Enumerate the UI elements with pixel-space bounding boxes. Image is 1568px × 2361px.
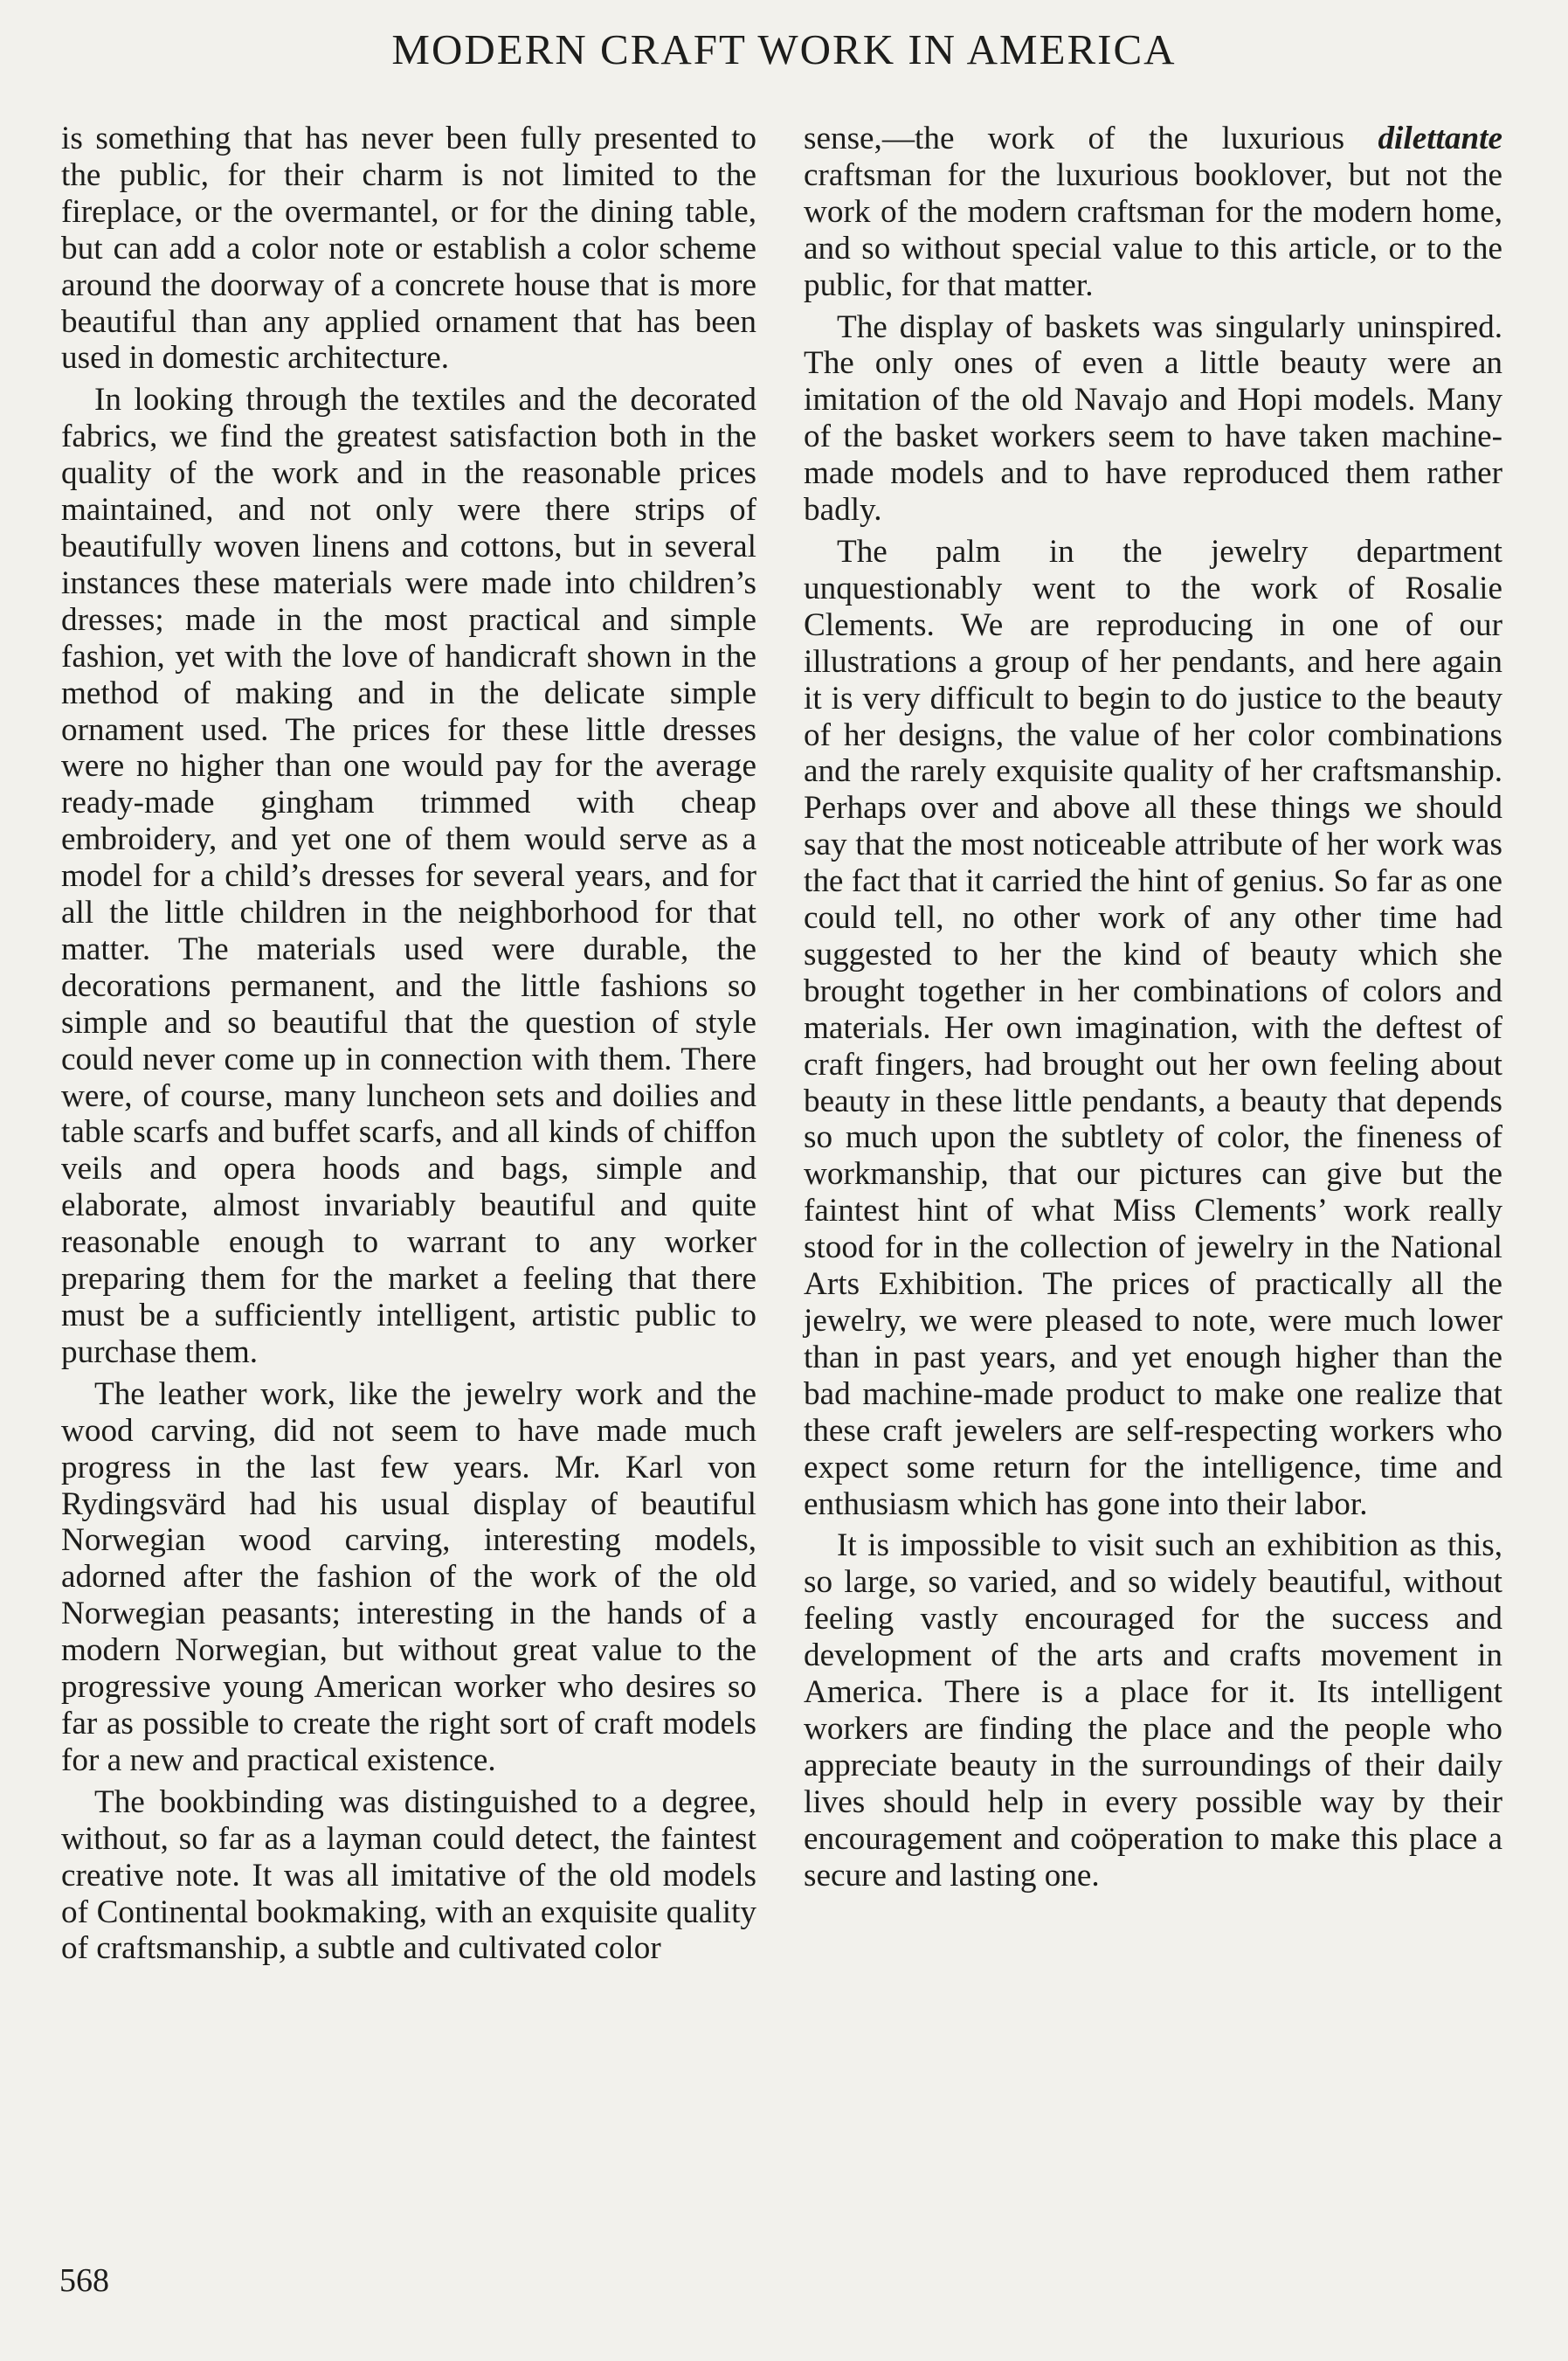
right-paragraph-1-start: sense,—the work of the luxurious xyxy=(804,121,1378,156)
right-paragraph-4: It is impossible to visit such an exhibition as this, so large, so varied, and so widely beautiful, without feeling vastly encouraged for the success and development of the arts and crafts movement in America. There is a place for it. Its intelligent workers are finding the place and the people who appreciate beauty in the surroundings of their daily lives should help in every possible way by their encouragement and coöperation to make this place a secure and lasting one. xyxy=(804,1527,1502,1894)
page-title: MODERN CRAFT WORK IN AMERICA xyxy=(391,25,1177,73)
right-paragraph-2: The display of baskets was singularly uninspired. The only ones of even a little beauty were an imitation of the old Navajo and Hopi models. Many of the basket workers seem to have taken machine-made models and to have reproduced them rather badly. xyxy=(804,308,1502,529)
right-paragraph-1 xyxy=(804,121,1502,304)
left-column xyxy=(61,121,756,1972)
right-paragraph-1-end: craftsman for the luxurious booklover, but not the work of the modern craftsman for the modern home, and so without special value to this article, or to the public, for that matter. xyxy=(804,156,1502,303)
right-paragraph-3: The palm in the jewelry department unquestionably went to the work of Rosalie Clements. We are reproducing in one of our illustrations a group of her pendants, and here again it is very difficult to begin to do justice to the beauty of her designs, the value of her color combinations and the rarely exquisite quality of her craftsmanship. Perhaps over and above all these things we should say that the most noticeable attribute of her work was the fact that it carried the hint of genius. So far as one could tell, no other work of any other time had suggested to her the kind of beauty which she brought together in her combinations of colors and materials. Her own imagination, with the deftest of craft fingers, had brought out her own feeling about beauty in these little pendants, a beauty that depends so much upon the subtlety of color, the fineness of workmanship, that our pictures can give but the faintest hint of what Miss Clements’ work really stood for in the collection of jewelry in the National Arts Exhibition. The prices of practically all the jewelry, we were pleased to note, were much lower than in past years, and yet enough higher than the bad machine-made product to make one realize that these craft jewelers are self-respecting workers who expect some return for the intelligence, time and enthusiasm which has gone into their labor. xyxy=(804,533,1502,1522)
left-paragraph-4: The bookbinding was distinguished to a degree, without, so far as a layman could detect, the faintest creative note. It was all imitative of the old models of Continental bookmaking, with an exquisite quality of craftsmanship, a subtle and cultivated color xyxy=(61,1783,756,1967)
right-column xyxy=(804,121,1502,1900)
dilettante-emphasis: dilettante xyxy=(1378,121,1502,156)
left-paragraph-2: In looking through the textiles and the decorated fabrics, we find the greatest satisfaction both in the quality of the work and in the reasonable prices maintained, and not only were there strips of beautifully woven linens and cottons, but in several instances these materials were made into children’s dresses; made in the most practical and simple fashion, yet with the love of handicraft shown in the method of making and in the delicate simple ornament used. The prices for these little dresses were no higher than one would pay for the average ready-made gingham trimmed with cheap embroidery, and yet one of them would serve as a model for a child’s dresses for several years, and for all the little children in the neighborhood for that matter. The materials used were durable, the decorations permanent, and the little fashions so simple and so beautiful that the question of style could never come up in connection with them. There were, of course, many luncheon sets and doilies and table scarfs and buffet scarfs, and all kinds of chiffon veils and opera hoods and bags, simple and elaborate, almost invariably beautiful and quite reasonable enough to warrant to any worker preparing them for the market a feeling that there must be a sufficiently intelligent, artistic public to purchase them. xyxy=(61,382,756,1370)
left-paragraph-1: is something that has never been fully presented to the public, for their charm is not limited to the fireplace, or the overmantel, or for the dining table, but can add a color note or establish a color scheme around the doorway of a concrete house that is more beautiful than any applied ornament that has been used in domestic architecture. xyxy=(61,121,756,377)
left-paragraph-3: The leather work, like the jewelry work and the wood carving, did not seem to have made much progress in the last few years. Mr. Karl von Rydingsvärd had his usual display of beautiful Norwegian wood carving, interesting models, adorned after the fashion of the work of the old Norwegian peasants; interesting in the hands of a modern Norwegian, but without great value to the progressive young American worker who desires so far as possible to create the right sort of craft models for a new and practical existence. xyxy=(61,1375,756,1778)
page-number: 568 xyxy=(59,2262,109,2299)
